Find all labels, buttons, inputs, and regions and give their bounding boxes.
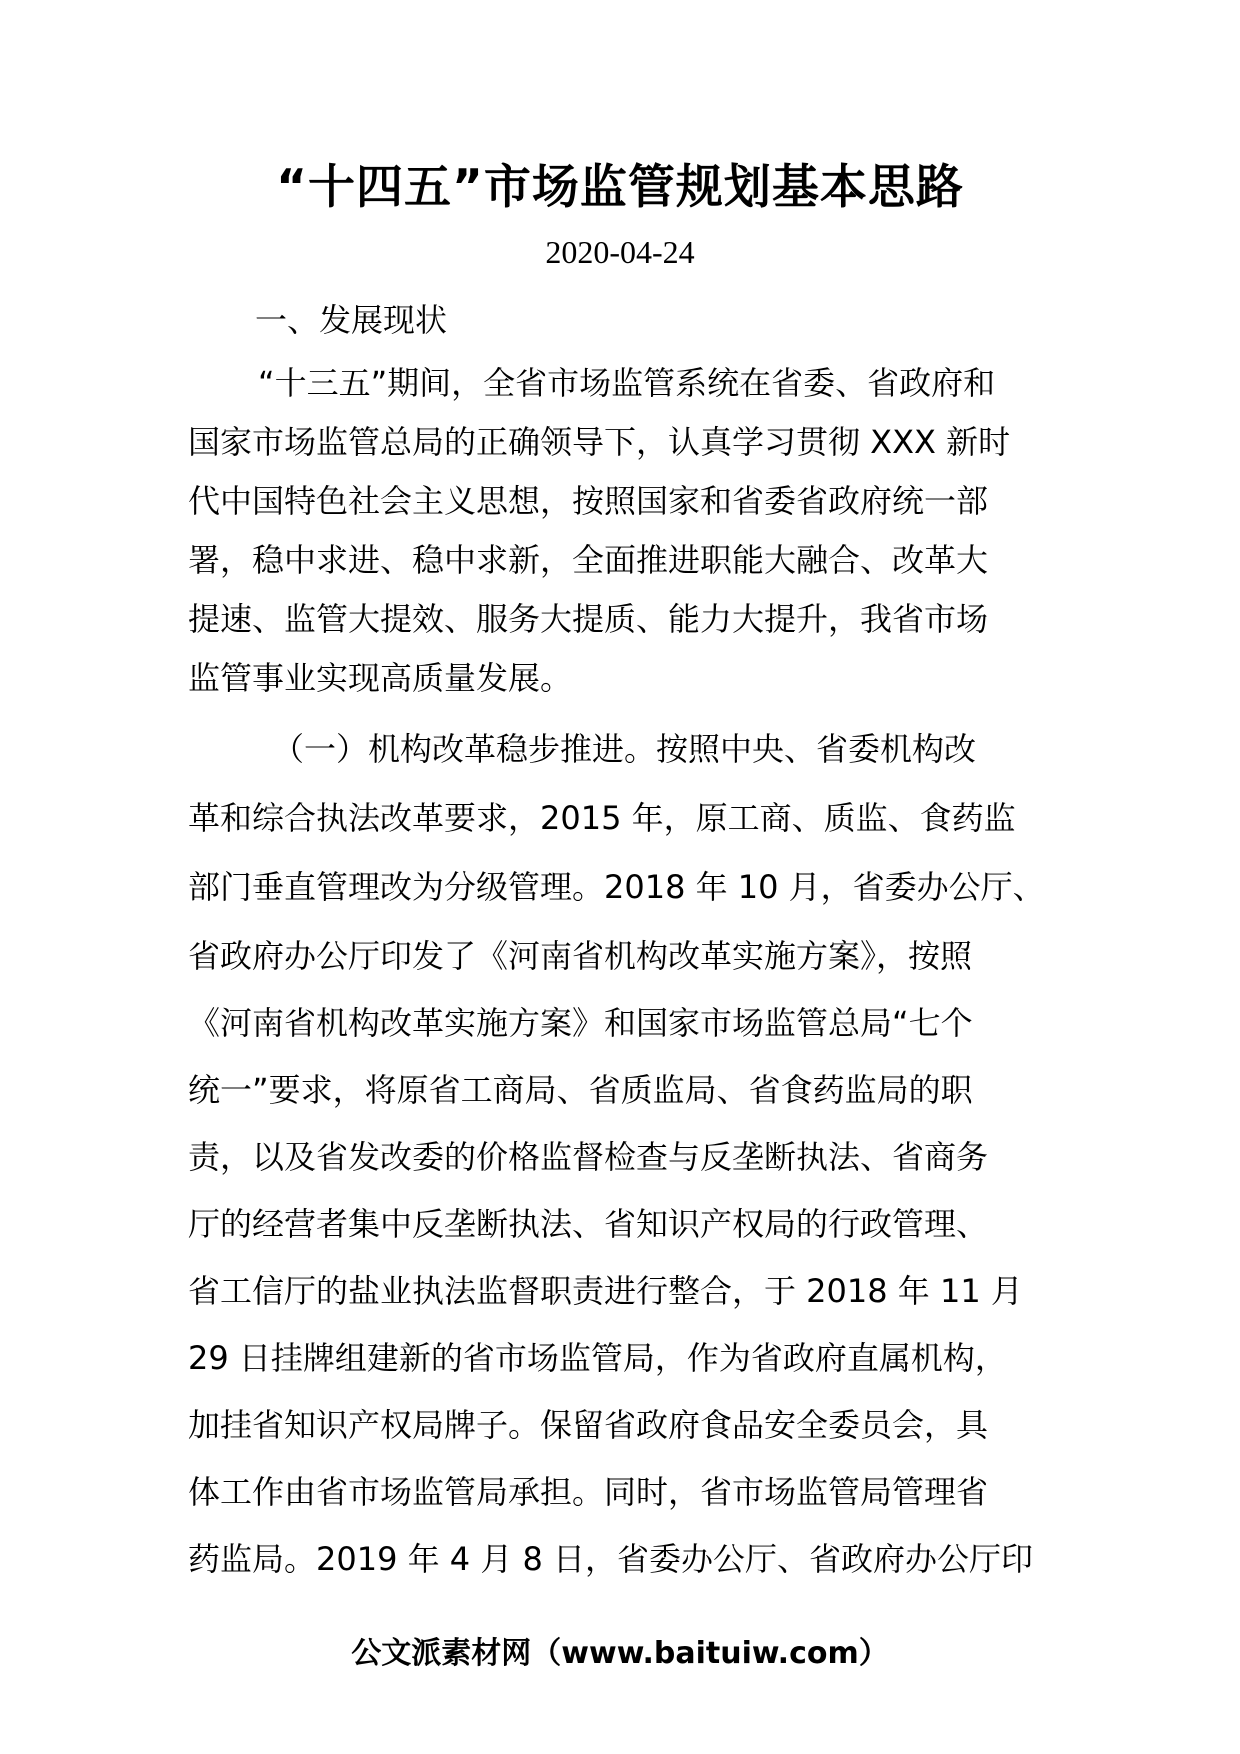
body-line: 国家市场监管总局的正确领导下，认真学习贯彻 XXX 新时: [188, 423, 1011, 461]
body-line: 提速、监管大提效、服务大提质、能力大提升，我省市场: [188, 600, 989, 638]
body-line: 厅的经营者集中反垄断执法、省知识产权局的行政管理、: [188, 1205, 989, 1243]
document-title: “十四五”市场监管规划基本思路: [276, 160, 964, 215]
body-line: 代中国特色社会主义思想，按照国家和省委省政府统一部: [188, 482, 989, 520]
body-line: 统一”要求，将原省工商局、省质监局、省食药监局的职: [188, 1071, 973, 1109]
body-line: 部门垂直管理改为分级管理。2018 年 10 月，省委办公厅、: [188, 868, 1045, 906]
body-line: 药监局。2019 年 4 月 8 日，省委办公厅、省政府办公厅印: [188, 1540, 1034, 1578]
body-line: 体工作由省市场监管局承担。同时，省市场监管局管理省: [188, 1473, 989, 1511]
body-line: 署，稳中求进、稳中求新，全面推进职能大融合、改革大: [188, 541, 989, 579]
body-line: 省工信厅的盐业执法监督职责进行整合，于 2018 年 11 月: [188, 1272, 1023, 1310]
section-heading: 一、发展现状: [255, 301, 448, 339]
body-line: 加挂省知识产权局牌子。保留省政府食品安全委员会，具: [188, 1406, 989, 1444]
document-date: 2020-04-24: [545, 234, 695, 270]
body-line: 29 日挂牌组建新的省市场监管局，作为省政府直属机构，: [188, 1339, 1007, 1377]
body-line: 《河南省机构改革实施方案》和国家市场监管总局“七个: [188, 1004, 973, 1042]
body-line: “十三五”期间，全省市场监管系统在省委、省政府和: [258, 364, 996, 402]
body-line: （一）机构改革稳步推进。按照中央、省委机构改: [272, 730, 977, 768]
body-line: 责，以及省发改委的价格监督检查与反垄断执法、省商务: [188, 1138, 989, 1176]
body-line: 革和综合执法改革要求，2015 年，原工商、质监、食药监: [188, 799, 1016, 837]
footer-watermark: 公文派素材网（www.baituiw.com）: [351, 1636, 889, 1671]
body-line: 省政府办公厅印发了《河南省机构改革实施方案》，按照: [188, 937, 973, 975]
body-line: 监管事业实现高质量发展。: [188, 659, 573, 697]
